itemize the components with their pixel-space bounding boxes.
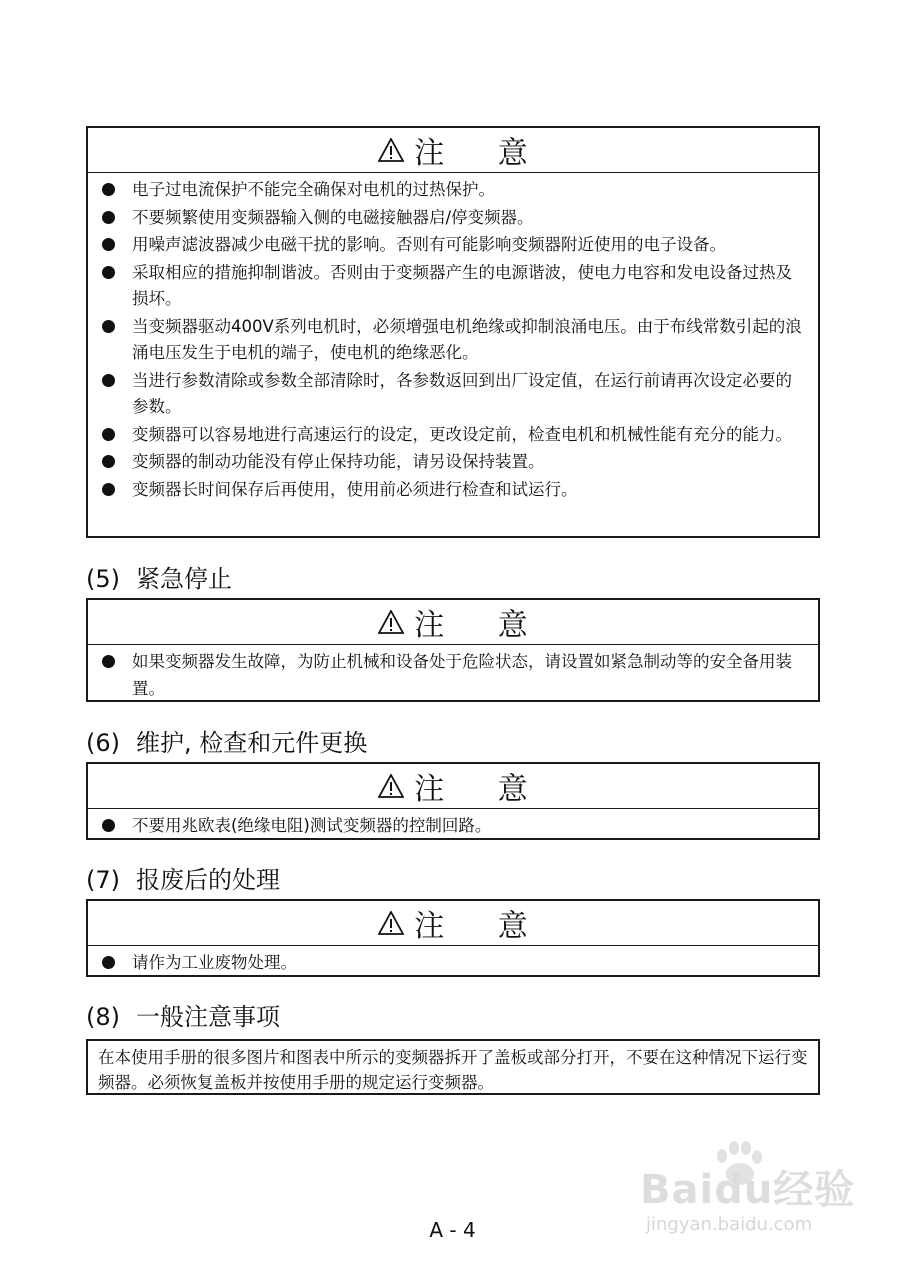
- list-item: 变频器的制动功能没有停止保持功能，请另设保持装置。: [96, 449, 808, 476]
- caution-box-maintenance: [86, 762, 820, 840]
- list-item: 不要频繁使用变频器输入侧的电磁接触器启/停变频器。: [96, 205, 808, 232]
- caution-box-general: [86, 126, 820, 538]
- caution-header: [88, 600, 818, 645]
- bullet-icon: [102, 655, 115, 668]
- section-title-disposal: (7) 报废后的处理: [86, 866, 280, 894]
- bullet-icon: [102, 455, 115, 468]
- bullet-icon: [102, 483, 115, 496]
- caution-header: [88, 128, 818, 173]
- bullet-icon: [102, 956, 115, 969]
- section-title-emergency-stop: (5) 紧急停止: [86, 565, 232, 593]
- caution-title: 注 意: [414, 136, 550, 171]
- bullet-icon: [102, 183, 115, 196]
- list-item: 请作为工业废物处理。: [96, 950, 808, 977]
- caution-box-disposal: [86, 899, 820, 977]
- list-item: 电子过电流保护不能完全确保对电机的过热保护。: [96, 177, 808, 204]
- bullet-icon: [102, 320, 115, 333]
- general-notes-box: [86, 1039, 820, 1095]
- section-title-maintenance: (6) 维护, 检查和元件更换: [86, 729, 368, 757]
- caution-list: [88, 173, 818, 506]
- warning-triangle-icon: [378, 774, 404, 798]
- caution-title: 注 意: [414, 909, 550, 944]
- warning-triangle-icon: [378, 911, 404, 935]
- page-number: A - 4: [429, 1218, 476, 1242]
- list-item: 变频器长时间保存后再使用，使用前必须进行检查和试运行。: [96, 477, 808, 504]
- caution-list: [88, 809, 818, 843]
- warning-triangle-icon: [378, 610, 404, 634]
- section-title-general-notes: (8) 一般注意事项: [86, 1003, 280, 1031]
- list-item: 如果变频器发生故障，为防止机械和设备处于危险状态，请设置如紧急制动等的安全备用装置。: [96, 649, 808, 702]
- caution-title: 注 意: [414, 608, 550, 643]
- caution-title: 注 意: [414, 772, 550, 807]
- list-item: 采取相应的措施抑制谐波。否则由于变频器产生的电源谐波，使电力电容和发电设备过热及损坏。: [96, 260, 808, 313]
- caution-list: [88, 645, 818, 705]
- caution-box-emergency-stop: [86, 598, 820, 702]
- bullet-icon: [102, 819, 115, 832]
- caution-header: [88, 764, 818, 809]
- list-item: 当变频器驱动400V系列电机时，必须增强电机绝缘或抑制浪涌电压。由于布线常数引起的浪涌电压发生于电机的端子，使电机的绝缘恶化。: [96, 314, 808, 367]
- bullet-icon: [102, 266, 115, 279]
- list-item: 变频器可以容易地进行高速运行的设定，更改设定前，检查电机和机械性能有充分的能力。: [96, 422, 808, 449]
- warning-triangle-icon: [378, 138, 404, 162]
- bullet-icon: [102, 238, 115, 251]
- watermark-url: jingyan.baidu.com: [646, 1214, 813, 1235]
- caution-list: [88, 946, 818, 980]
- general-notes-text: 在本使用手册的很多图片和图表中所示的变频器拆开了盖板或部分打开，不要在这种情况下运行变频器。必须恢复盖板并按使用手册的规定运行变频器。: [98, 1048, 808, 1092]
- caution-header: [88, 901, 818, 946]
- bullet-icon: [102, 428, 115, 441]
- list-item: 用噪声滤波器减少电磁干扰的影响。否则有可能影响变频器附近使用的电子设备。: [96, 232, 808, 259]
- bullet-icon: [102, 374, 115, 387]
- list-item: 当进行参数清除或参数全部清除时，各参数返回到出厂设定值，在运行前请再次设定必要的参数。: [96, 368, 808, 421]
- bullet-icon: [102, 211, 115, 224]
- watermark-brand: Baidu经验: [640, 1167, 856, 1213]
- list-item: 不要用兆欧表(绝缘电阻)测试变频器的控制回路。: [96, 813, 808, 840]
